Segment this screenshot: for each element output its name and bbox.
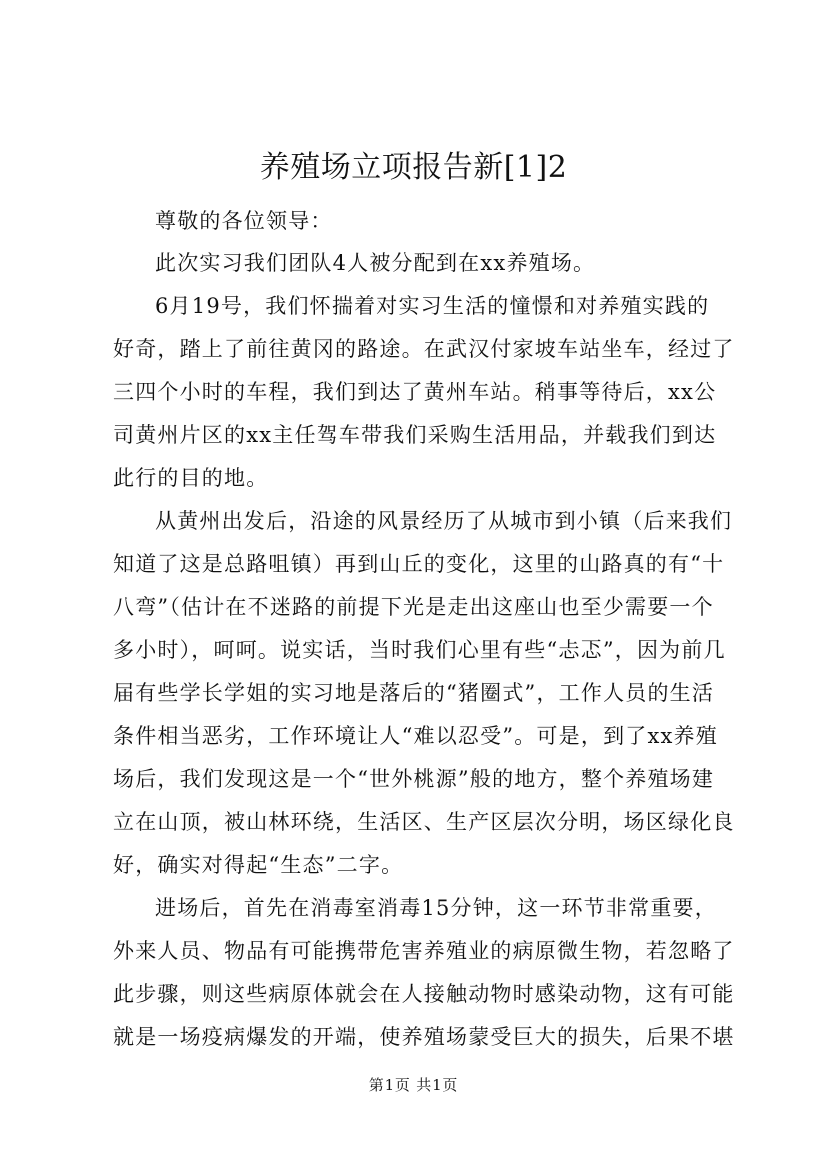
paragraph-line: 就是一场疫病爆发的开端，使养殖场蒙受巨大的损失，后果不堪 — [113, 1025, 735, 1049]
salutation-line: 尊敬的各位领导： — [155, 209, 333, 233]
paragraph-line: 此行的目的地。 — [113, 466, 269, 490]
paragraph-line: 好，确实对得起“生态”二字。 — [113, 853, 404, 877]
paragraph-line: 立在山顶，被山林环绕，生活区、生产区层次分明，场区绿化良 — [113, 810, 735, 834]
paragraph-line: 场后，我们发现这是一个“世外桃源”般的地方，整个养殖场建 — [113, 767, 715, 791]
document-title: 养殖场立项报告新[1]2 — [259, 150, 568, 185]
paragraph-line: 此步骤，则这些病原体就会在人接触动物时感染动物，这有可能 — [113, 982, 735, 1006]
paragraph-line: 八弯”（估计在不迷路的前提下光是走出这座山也至少需要一个 — [113, 595, 714, 619]
paragraph-line: 条件相当恶劣，工作环境让人“难以忍受”。可是，到了xx养殖 — [113, 724, 718, 748]
paragraph-line: 三四个小时的车程，我们到达了黄州车站。稍事等待后，xx公 — [113, 380, 717, 404]
paragraph-line: 外来人员、物品有可能携带危害养殖业的病原微生物，若忽略了 — [113, 939, 735, 963]
paragraph-line: 此次实习我们团队4人被分配到在xx养殖场。 — [155, 251, 596, 275]
paragraph-line: 好奇，踏上了前往黄冈的路途。在武汉付家坡车站坐车，经过了 — [113, 337, 735, 361]
paragraph-line: 知道了这是总路咀镇）再到山丘的变化，这里的山路真的有“十 — [113, 552, 725, 576]
paragraph-line: 届有些学长学姐的实习地是落后的“猪圈式”，工作人员的生活 — [113, 681, 715, 705]
paragraph-line: 多小时），呵呵。说实话，当时我们心里有些“忐忑”，因为前几 — [113, 638, 726, 662]
page-number-footer: 第1页 共1页 — [368, 1076, 459, 1094]
paragraph-line: 从黄州出发后，沿途的风景经历了从城市到小镇（后来我们 — [155, 509, 733, 533]
paragraph-line: 6月19号，我们怀揣着对实习生活的憧憬和对养殖实践的 — [155, 294, 710, 318]
paragraph-line: 进场后，首先在消毒室消毒15分钟，这一环节非常重要， — [155, 896, 717, 920]
paragraph-line: 司黄州片区的xx主任驾车带我们采购生活用品，并载我们到达 — [113, 423, 717, 447]
